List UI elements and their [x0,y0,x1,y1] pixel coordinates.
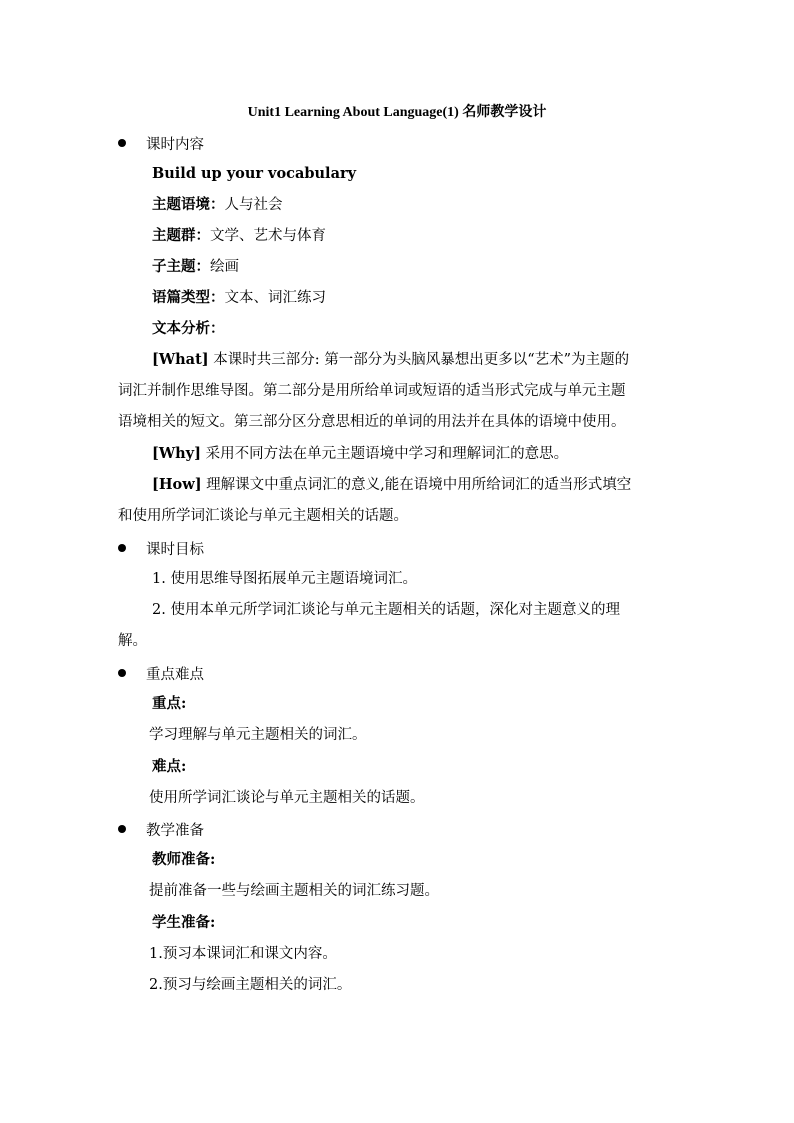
student-prep-item-2: 2.预习与绘画主题相关的词汇。 [149,977,352,993]
goal-item-2-line2: 解。 [118,633,147,649]
sub-theme-line [152,257,239,277]
what-paragraph-line2: 词汇并制作思维导图。第二部分是用所给单词或短语的适当形式完成与单元主题 [118,383,626,399]
analysis-label: 文本分析： [152,320,225,337]
bullet-icon [118,825,126,833]
text-type-line [152,288,326,308]
theme-context-value: 人与社会 [224,197,283,213]
sub-theme-value: 绘画 [210,259,239,275]
theme-context-line [152,195,283,215]
section-heading-text: 课时目标 [146,541,204,558]
section-heading-text: 课时内容 [146,136,204,153]
why-text: 采用不同方法在单元主题语境中学习和理解词汇的意思。 [200,446,569,462]
why-tag: [Why] [152,445,201,462]
theme-group-label: 主题群： [152,227,210,244]
bullet-icon [118,669,126,677]
theme-context-label: 主题语境： [152,196,225,213]
theme-group-value: 文学、艺术与体育 [210,228,326,244]
text-type-value: 文本、词汇练习 [224,290,326,306]
section-preparation-heading [118,819,204,839]
how-text-1: 理解课文中重点词汇的意义,能在语境中用所给词汇的适当形式填空 [201,477,632,493]
why-paragraph [152,444,568,464]
section-goals-heading [118,538,204,558]
goal-item-2-line1: 2. 使用本单元所学词汇谈论与单元主题相关的话题，深化对主题意义的理 [152,602,620,618]
goal-item-1: 1. 使用思维导图拓展单元主题语境词汇。 [152,571,417,587]
difficulty-text: 使用所学词汇谈论与单元主题相关的话题。 [149,790,425,806]
teacher-prep-label: 教师准备: [152,851,216,868]
section-key-points-heading [118,663,204,683]
section-heading-text: 重点难点 [146,666,204,683]
how-tag: [How] [152,476,202,493]
how-paragraph-line2: 和使用所学词汇谈论与单元主题相关的话题。 [118,508,408,524]
what-tag: [What] [152,351,209,368]
what-paragraph-line1 [152,350,629,370]
sub-theme-label: 子主题： [152,258,210,275]
student-prep-label: 学生准备: [152,914,216,931]
section-content-heading [118,133,204,153]
teacher-prep-text: 提前准备一些与绘画主题相关的词汇练习题。 [149,883,439,899]
page-title: Unit1 Learning About Language(1) 名师教学设计 [247,105,547,120]
theme-group-line [152,226,326,246]
bullet-icon [118,139,126,147]
focus-text: 学习理解与单元主题相关的词汇。 [149,727,367,743]
how-paragraph-line1 [152,475,631,495]
student-prep-item-1: 1.预习本课词汇和课文内容。 [149,946,337,962]
what-paragraph-line3: 语境相关的短文。第三部分区分意思相近的单词的用法并在具体的语境中使用。 [118,414,626,430]
focus-label: 重点: [152,695,187,712]
what-text-1: 本课时共三部分: 第一部分为头脑风暴想出更多以“艺术”为主题的 [208,352,630,368]
content-subtitle: Build up your vocabulary [152,165,357,182]
bullet-icon [118,544,126,552]
text-type-label: 语篇类型： [152,289,225,306]
difficulty-label: 难点: [152,758,187,775]
section-heading-text: 教学准备 [146,822,204,839]
